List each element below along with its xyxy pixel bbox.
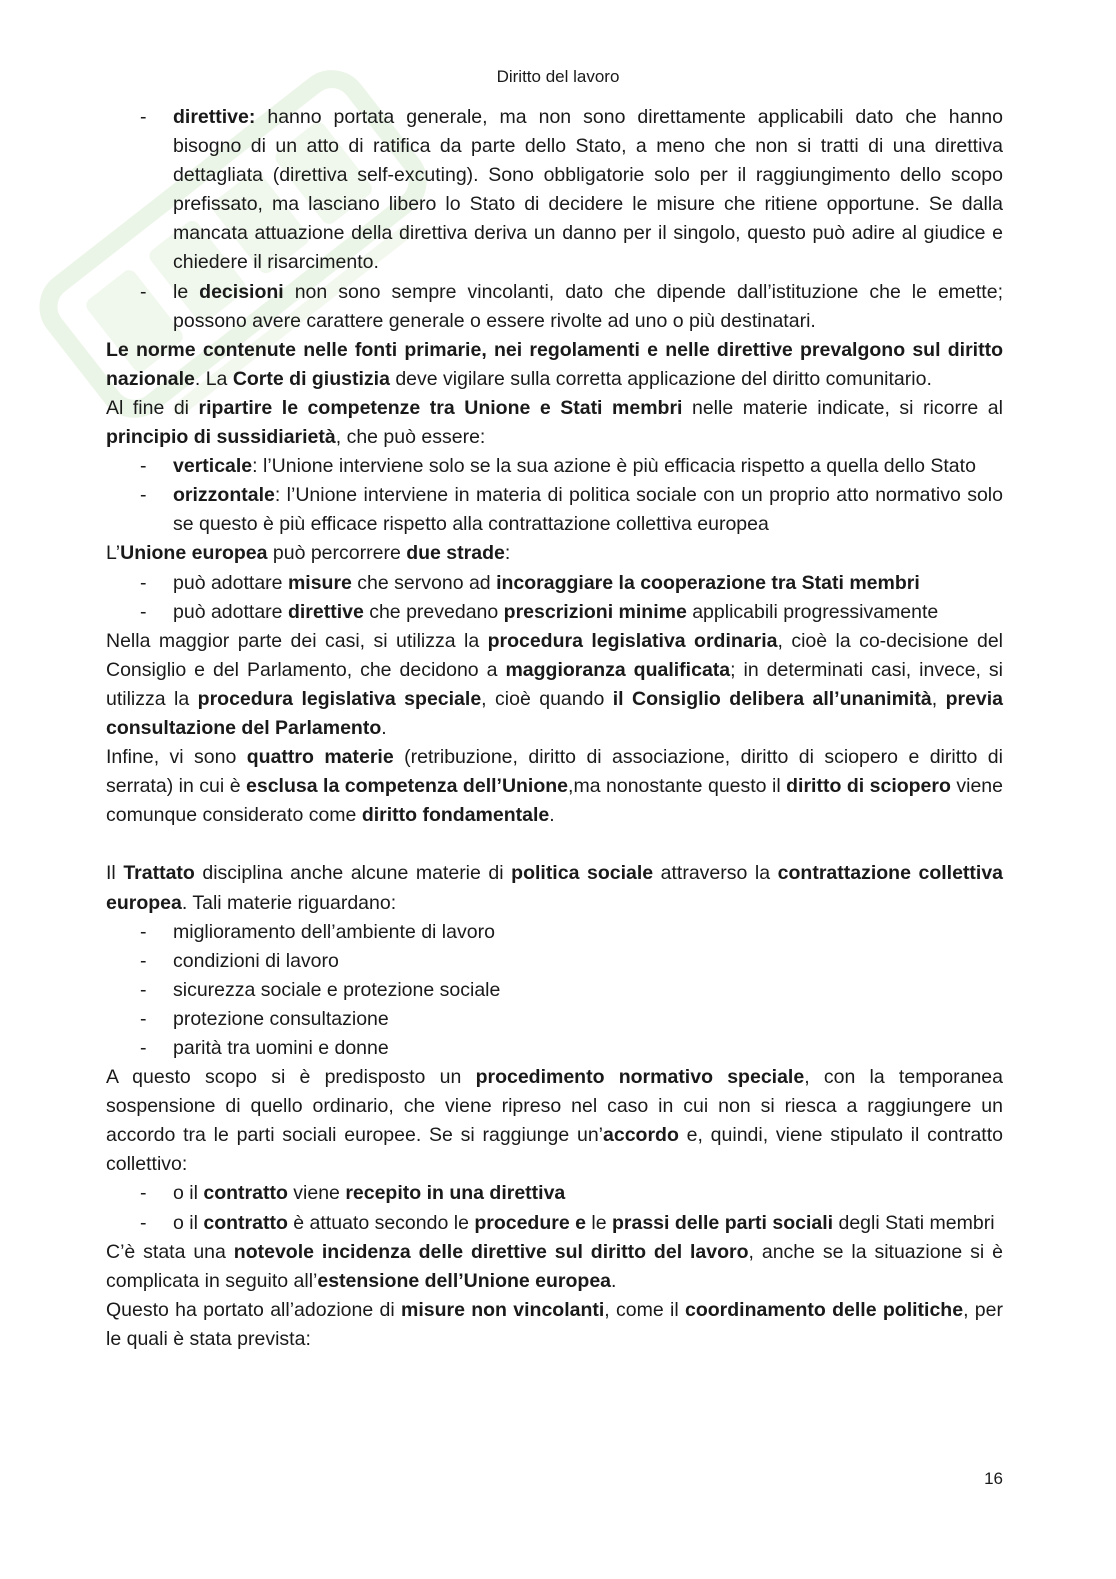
list-item <box>106 278 1003 336</box>
text-run: è attuato secondo le <box>287 1211 475 1234</box>
text-run: (retribuzione, diritto di associazione, diritto di sciopero e diritto di serrata) in cui è <box>106 746 1003 798</box>
bold-text: due strade <box>406 542 505 565</box>
text-run: A questo scopo si è predisposto un <box>106 1066 476 1089</box>
text-run: le <box>173 280 200 303</box>
bold-text: estensione dell’Unione europea <box>317 1269 612 1292</box>
bold-text: prescrizioni minime <box>503 600 687 623</box>
bold-text: procedimento normativo speciale <box>475 1066 805 1089</box>
text-run: applicabili progressivamente <box>686 600 939 623</box>
text-run: Al fine di <box>106 396 199 419</box>
list-item <box>106 598 1003 627</box>
running-header: Diritto del lavoro <box>496 67 620 86</box>
list-item <box>106 1209 1003 1238</box>
text-run: nelle materie indicate, si ricorre al <box>682 396 1003 419</box>
bold-text: direttive <box>287 600 364 623</box>
text-run: , per le quali è stata prevista: <box>106 1298 1003 1350</box>
list-item <box>106 452 1003 481</box>
paragraph-spacer <box>106 830 1003 859</box>
list-bullet-dash: - <box>140 949 147 972</box>
text-run: Il <box>106 862 124 885</box>
text-run: , <box>931 687 946 710</box>
text-run: hanno portata generale, ma non sono direttamente applicabili dato che hanno bisogno di un atto di ratifica da parte dello Stato, a meno che non si tratti di una direttiva dettagliata (direttiva self-excuting). Sono obbligatorie solo per il raggiungimento dello scopo prefissato, ma lasciano libero lo Stato di decidere le misure che ritiene opportune. Se dalla mancata attuazione della direttiva deriva un danno per il singolo, questo può adire al giudice e chiedere il risarcimento. <box>173 106 1003 274</box>
list-bullet-dash: - <box>140 280 147 303</box>
list-item <box>106 1179 1003 1208</box>
paragraph <box>106 539 1003 568</box>
list-bullet-dash: - <box>140 1182 147 1205</box>
text-run: . La <box>194 367 233 390</box>
bold-text: accordo <box>603 1124 679 1147</box>
bold-text: il Consiglio delibera all’unanimità <box>612 687 932 710</box>
bold-text: Le norme contenute nelle fonti primarie, nei regolamenti e nelle direttive prevalgono sul diritto nazionale <box>106 338 1003 390</box>
bold-text: procedura legislativa ordinaria <box>487 629 778 652</box>
text-run: le <box>585 1211 612 1234</box>
list-bullet-dash: - <box>140 1037 147 1059</box>
text-run: Infine, vi sono <box>106 746 247 769</box>
list-bullet-dash: - <box>140 600 147 623</box>
list-item <box>106 481 1003 539</box>
text-run: Questo ha portato all’adozione di <box>106 1298 401 1321</box>
text-run: o il <box>173 1182 204 1205</box>
list-bullet-dash: - <box>140 1007 147 1030</box>
list-item <box>106 1005 1003 1034</box>
list-item <box>106 947 1003 976</box>
text-run: miglioramento dell’ambiente di lavoro <box>173 920 495 943</box>
bold-text: orizzontale <box>173 484 275 507</box>
list-bullet-dash: - <box>140 1211 147 1234</box>
list-bullet-dash: - <box>140 106 147 128</box>
paragraph <box>106 1063 1003 1179</box>
text-run: . <box>381 716 387 739</box>
list-item <box>106 976 1003 1005</box>
bold-text: misure non vincolanti <box>400 1298 605 1321</box>
page-number: 16 <box>984 1469 1003 1488</box>
bold-text: incoraggiare la cooperazione tra Stati membri <box>496 571 920 594</box>
text-run: degli Stati membri <box>833 1211 995 1234</box>
text-run: viene <box>287 1182 346 1205</box>
text-run: o il <box>173 1211 204 1234</box>
list-item <box>106 103 1003 278</box>
text-run: . <box>611 1269 617 1292</box>
paragraph <box>106 336 1003 394</box>
bold-text: Unione europea <box>120 542 268 565</box>
text-run: , come il <box>604 1298 685 1321</box>
bold-text: contrattazione collettiva europea <box>106 862 1004 914</box>
bold-text: Trattato <box>123 862 195 885</box>
list-item <box>106 918 1003 947</box>
bold-text: politica sociale <box>511 862 654 885</box>
text-run: , cioè quando <box>481 687 613 710</box>
paragraph <box>106 394 1003 452</box>
text-run: non sono sempre vincolanti, dato che dipende dall’istituzione che le emette; possono avere carattere generale o essere rivolte ad uno o più destinatari. <box>173 280 1003 332</box>
text-run: può adottare <box>173 600 288 623</box>
list-item <box>106 569 1003 598</box>
bold-text: principio di sussidiarietà <box>106 426 336 449</box>
text-run: può adottare <box>173 571 288 594</box>
text-run: ; in determinati casi, invece, si utilizza la <box>106 658 1004 710</box>
paragraph <box>106 859 1003 917</box>
text-run: che servono ad <box>351 571 497 594</box>
bold-text: ripartire le competenze tra Unione e Stati membri <box>198 396 683 419</box>
list-bullet-dash: - <box>140 455 147 478</box>
list-bullet-dash: - <box>140 571 147 594</box>
bold-text: quattro materie <box>246 746 394 769</box>
bold-text: notevole incidenza delle direttive sul diritto del lavoro <box>233 1240 749 1263</box>
bold-text: misure <box>287 571 352 594</box>
bold-text: procedure e <box>474 1211 586 1234</box>
bold-text: diritto di sciopero <box>786 775 951 798</box>
text-run: . Tali materie riguardano: <box>181 891 397 914</box>
bold-text: previa consultazione del Parlamento <box>106 687 1004 739</box>
paragraph <box>106 627 1003 743</box>
paragraph <box>106 743 1003 830</box>
text-run: sicurezza sociale e protezione sociale <box>173 978 501 1001</box>
text-run: deve vigilare sulla corretta applicazione del diritto comunitario. <box>389 367 932 390</box>
text-run: disciplina anche alcune materie di <box>194 862 512 885</box>
text-run: condizioni di lavoro <box>173 949 339 972</box>
bold-text: procedura legislativa speciale <box>197 687 482 710</box>
bold-text: esclusa la competenza dell’Unione <box>246 775 569 798</box>
paragraph <box>106 1296 1003 1354</box>
bold-text: diritto fondamentale <box>361 804 550 827</box>
text-run: . <box>549 804 555 827</box>
bold-text: coordinamento delle politiche <box>684 1298 964 1321</box>
text-run: può percorrere <box>267 542 407 565</box>
text-run: protezione consultazione <box>173 1007 389 1030</box>
text-run: parità tra uomini e donne <box>173 1037 389 1059</box>
text-run: , anche se la situazione si è complicata in seguito all’ <box>106 1240 1003 1292</box>
text-run: C’è stata una <box>106 1240 234 1263</box>
bold-text: direttive: <box>173 106 256 128</box>
paragraph <box>106 1238 1003 1296</box>
list-bullet-dash: - <box>140 920 147 943</box>
bold-text: contratto <box>203 1211 288 1234</box>
text-run: che prevedano <box>363 600 504 623</box>
bold-text: prassi delle parti sociali <box>611 1211 834 1234</box>
text-run: , che può essere: <box>335 426 486 449</box>
bold-text: verticale <box>173 455 253 478</box>
text-run: , con la temporanea sospensione di quello ordinario, che viene ripreso nel caso in cui non si riesca a raggiungere un accordo tra le parti sociali europee. Se si raggiunge un’ <box>106 1066 1003 1147</box>
text-run: Nella maggior parte dei casi, si utilizza la <box>106 629 488 652</box>
text-run: attraverso la <box>653 862 778 885</box>
document-body <box>106 103 1003 1354</box>
bold-text: maggioranza qualificata <box>505 658 731 681</box>
bold-text: contratto <box>203 1182 288 1205</box>
text-run: e, quindi, viene stipulato il contratto collettivo: <box>106 1124 1003 1176</box>
bold-text: recepito in una direttiva <box>345 1182 566 1205</box>
bold-text: Corte di giustizia <box>232 367 390 390</box>
text-run: , cioè la co-decisione del Consiglio e del Parlamento, che decidono a <box>106 629 1003 681</box>
bold-text: decisioni <box>199 280 284 303</box>
text-run: : l’Unione interviene solo se la sua azione è più efficacia rispetto a quella dello Stato <box>252 455 976 478</box>
list-item <box>106 1034 1003 1063</box>
text-run: viene comunque considerato come <box>106 775 1003 827</box>
text-run: : l’Unione interviene in materia di politica sociale con un proprio atto normativo solo se questo è più efficace rispetto alla contrattazione collettiva europea <box>173 484 1003 536</box>
list-bullet-dash: - <box>140 484 147 507</box>
text-run: : <box>504 542 511 565</box>
list-bullet-dash: - <box>140 978 147 1001</box>
text-run: ,ma nonostante questo il <box>568 775 787 798</box>
text-run: L’ <box>106 542 121 565</box>
